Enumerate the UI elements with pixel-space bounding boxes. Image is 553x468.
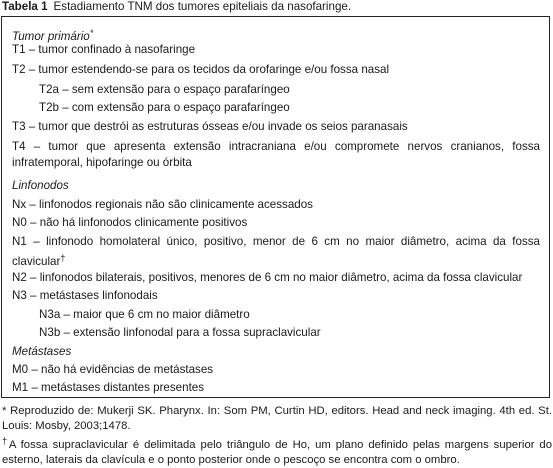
table-row: T1 – tumor confinado à nasofaringe	[12, 43, 196, 56]
table-row: N3a – maior que 6 cm no maior diâmetro	[39, 308, 250, 321]
table-row: T3 – tumor que destrói as estruturas ósseas e/ou invade os seios paranasais	[12, 120, 408, 133]
table-row: M1 – metástases distantes presentes	[12, 381, 205, 394]
table-row: N3b – extensão linfonodal para a fossa supraclavicular	[39, 326, 321, 339]
table-row: N2 – linfonodos bilaterais, positivos, menores de 6 cm no maior diâmetro, acima da fossa clavicular	[12, 271, 523, 284]
table-caption	[2, 0, 351, 14]
table-row: Nx – linfonodos regionais não são clinicamente acessados	[12, 198, 313, 211]
caption-text: Estadiamento TNM dos tumores epiteliais da nasofaringe.	[53, 0, 352, 13]
table-row: T4 – tumor que apresenta extensão intracraniana e/ou compromete nervos cranianos, fossa infratemporal, hipofaringe ou órbita	[12, 140, 540, 169]
table-row: T2b – com extensão para o espaço parafaríngeo	[39, 101, 290, 114]
table-row: N3 – metástases linfonodais	[12, 289, 158, 302]
footnote-mark-dagger: †	[60, 253, 66, 263]
section-heading-metastases: Metástases	[12, 345, 72, 358]
table-row: N0 – não há linfonodos clinicamente positivos	[12, 216, 248, 229]
table-row: T2a – sem extensão para o espaço parafaríngeo	[39, 83, 290, 96]
table-row: M0 – não há evidências de metástases	[12, 363, 214, 376]
tnm-table	[1, 16, 550, 398]
section-heading-tumor: Tumor primário*	[12, 28, 94, 43]
caption-label: Tabela 1	[2, 0, 48, 13]
section-heading-linfonodos: Linfonodos	[12, 179, 69, 192]
footnote-mark-star: *	[89, 28, 94, 38]
table-row: T2 – tumor estendendo-se para os tecidos da orofaringe e/ou fossa nasal	[12, 63, 390, 76]
footnote-dagger: †A fossa supraclavicular é delimitada pelo triângulo de Ho, um plano definido pelas margens superior do esterno, laterais da clavícula e o ponto posterior onde o pescoço se encontra com o ombro.	[2, 436, 552, 466]
footnote-star: * Reproduzido de: Mukerji SK. Pharynx. In: Som PM, Curtin HD, editors. Head and neck imaging. 4th ed. St. Louis: Mosby, 2003;1478.	[2, 405, 552, 432]
table-row: N1 – linfonodo homolateral único, positivo, menor de 6 cm no maior diâmetro, acima da fossa clavicular†	[12, 235, 540, 268]
